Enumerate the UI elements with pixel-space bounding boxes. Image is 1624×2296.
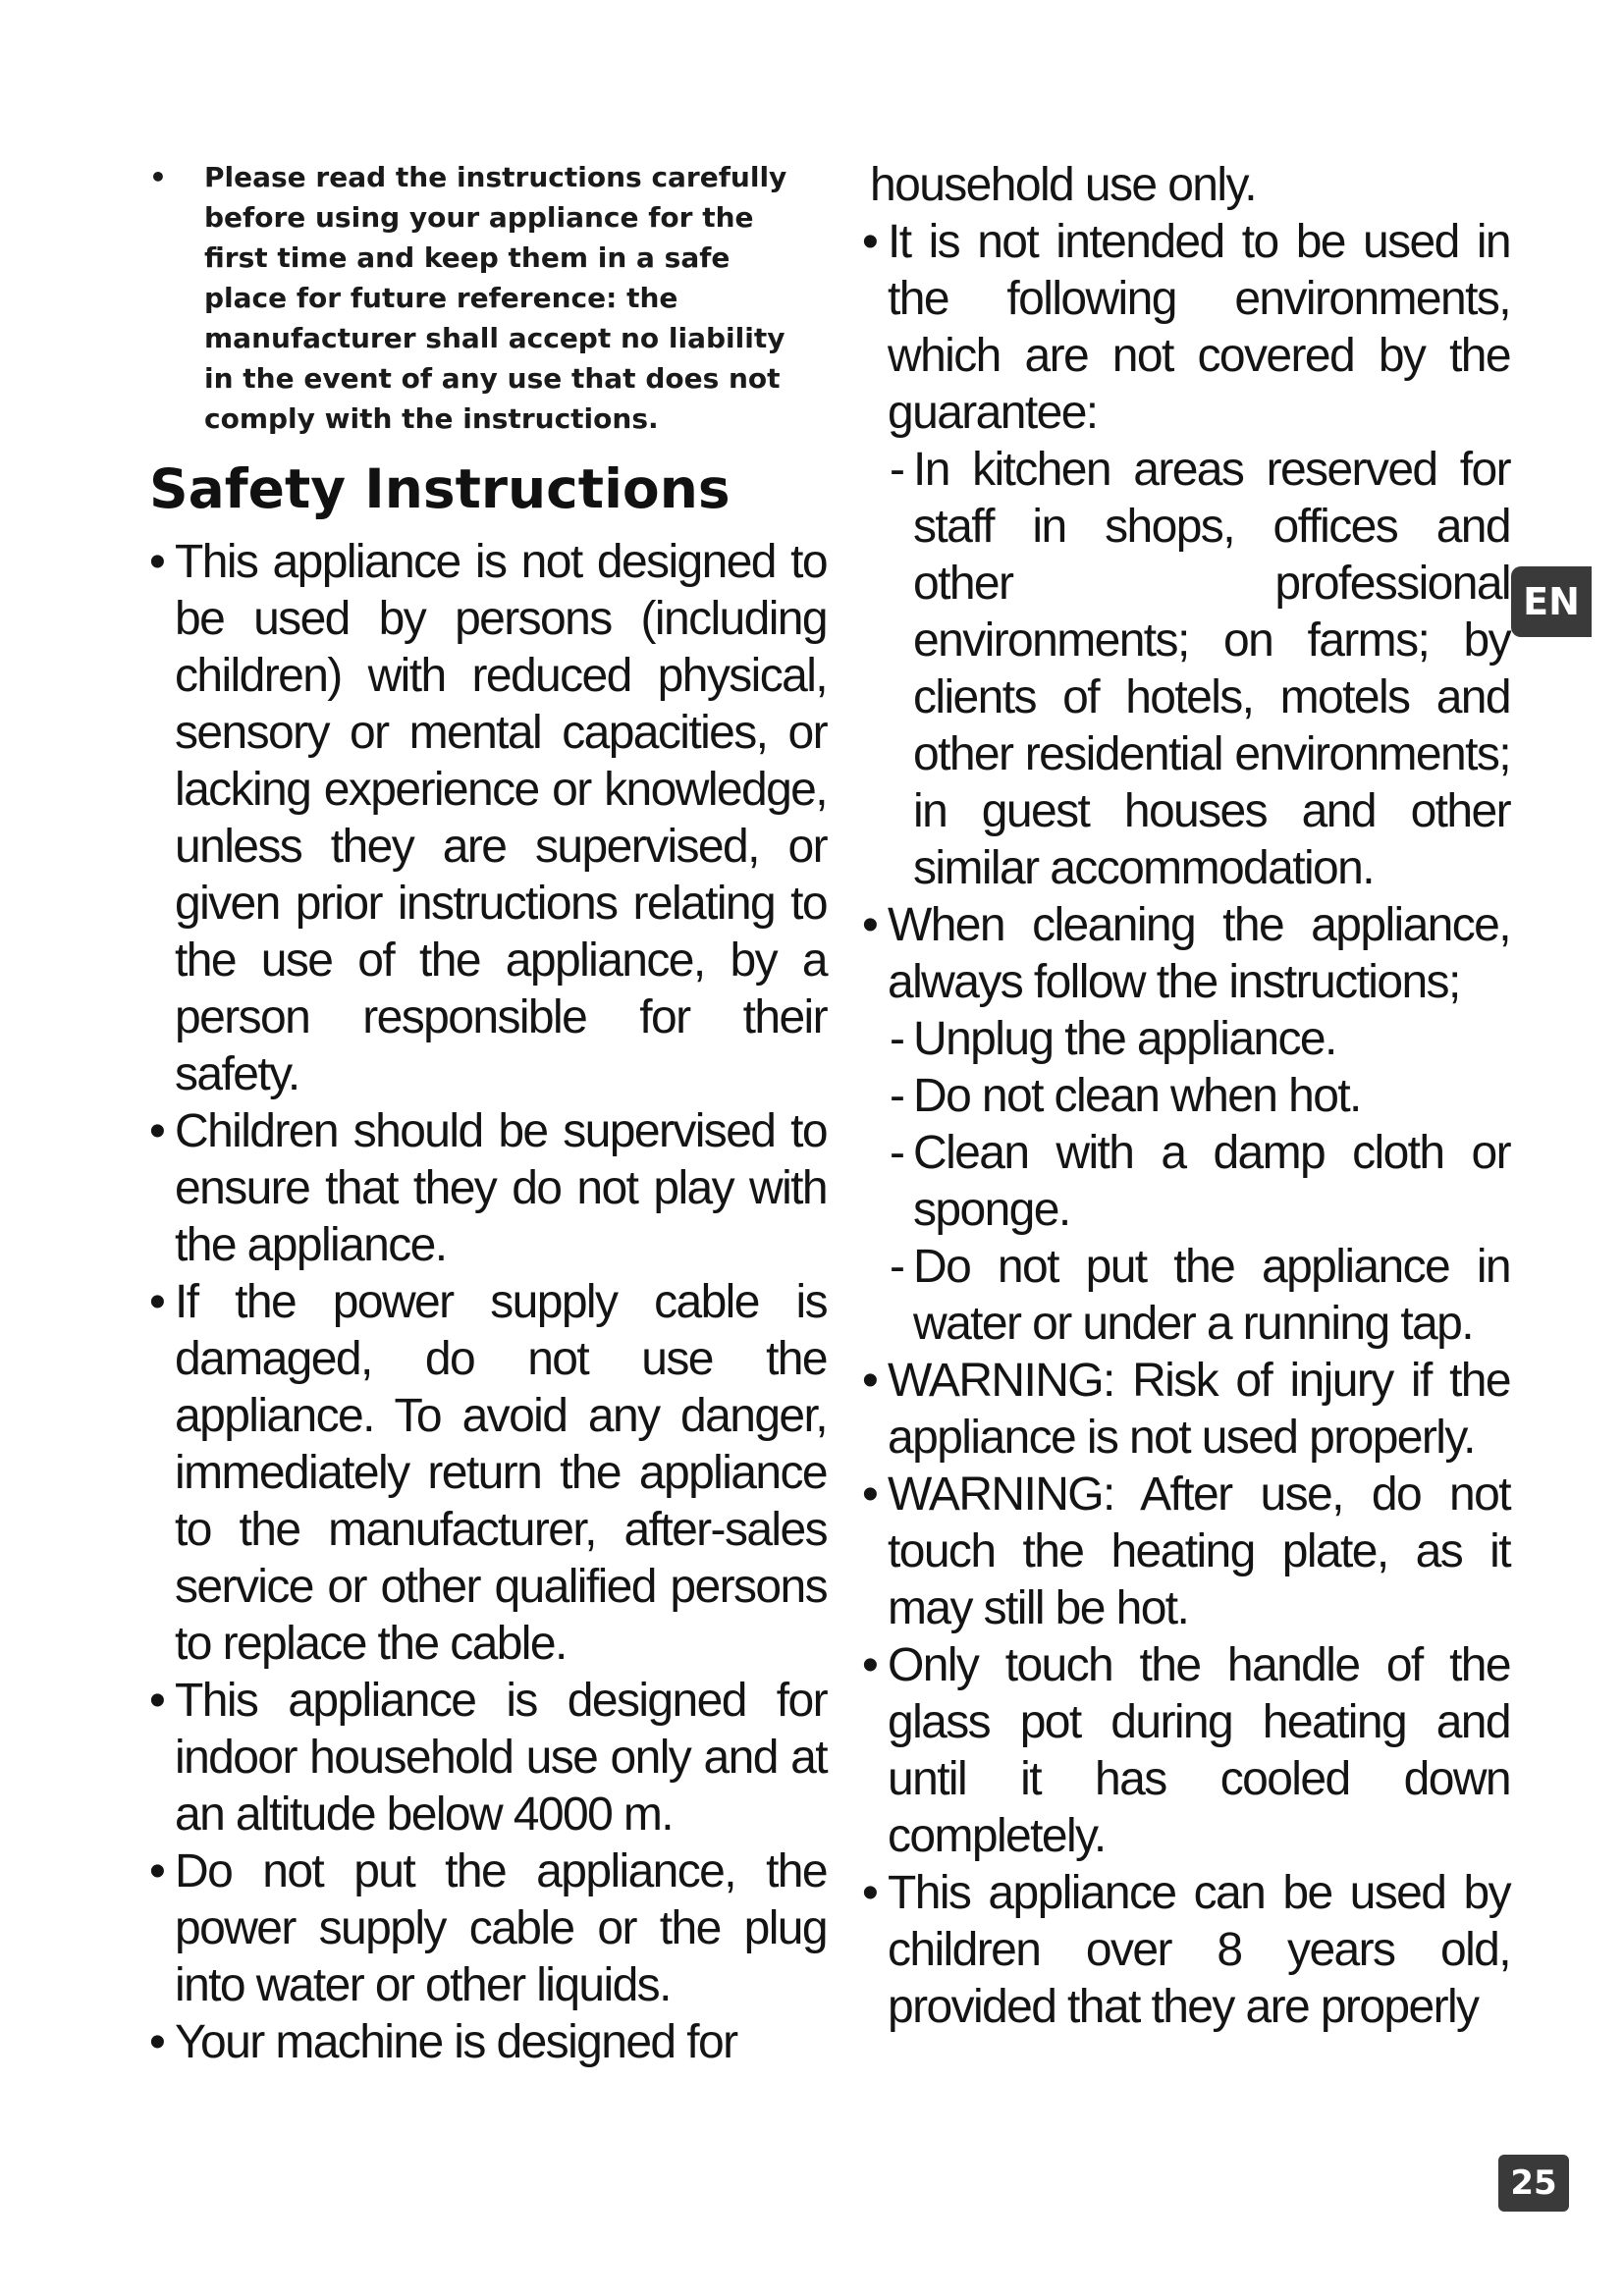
bullet-handle-glass-pot: • Only touch the handle of the glass pot during heating and until it has cooled down completely. bbox=[862, 1637, 1510, 1865]
bullet-warning-hot-plate: • WARNING: After use, do not touch the heating plate, as it may still be hot. bbox=[862, 1467, 1510, 1637]
section-title: Safety Instructions bbox=[149, 457, 731, 520]
bullet-household-use-start: • Your machine is designed for bbox=[149, 2014, 827, 2071]
household-use-continuation: household use only. bbox=[870, 159, 1257, 211]
sub-item-no-water: - Do not put the appliance in water or under a running tap. bbox=[888, 1239, 1510, 1353]
language-tab: EN bbox=[1511, 566, 1592, 637]
intro-note bbox=[149, 157, 797, 439]
page-number: 25 bbox=[1498, 2155, 1569, 2212]
environments-sublist bbox=[888, 442, 1510, 897]
sub-item-unplug: - Unplug the appliance. bbox=[888, 1011, 1510, 1068]
sub-item-damp-cloth: - Clean with a damp cloth or sponge. bbox=[888, 1125, 1510, 1239]
bullet-cleaning bbox=[862, 897, 1510, 1353]
bullet-no-water: • Do not put the appliance, the power supply cable or the plug into water or other liquids. bbox=[149, 1843, 827, 2014]
sub-item-not-hot: - Do not clean when hot. bbox=[888, 1068, 1510, 1125]
environments-text: It is not intended to be used in the following environments, which are not covered by the guarantee: bbox=[888, 216, 1510, 439]
left-bullet-list bbox=[149, 534, 827, 2071]
sub-item-professional-environments: - In kitchen areas reserved for staff in shops, offices and other professional environments; on farms; by clients of hotels, motels and other residential environments; in guest houses and other similar accommodation. bbox=[888, 442, 1510, 897]
bullet-not-intended-environments bbox=[862, 214, 1510, 897]
right-bullet-list bbox=[862, 157, 1510, 2036]
bullet-children-over-8: • This appliance can be used by children over 8 years old, provided that they are properly bbox=[862, 1865, 1510, 2036]
cleaning-text: When cleaning the appliance, always follow the instructions; bbox=[888, 899, 1510, 1008]
bullet-warning-injury: • WARNING: Risk of injury if the appliance is not used properly. bbox=[862, 1353, 1510, 1467]
bullet-children-supervised: • Children should be supervised to ensure that they do not play with the appliance. bbox=[149, 1103, 827, 1274]
bullet-reduced-capacities: • This appliance is not designed to be used by persons (including children) with reduced physical, sensory or mental capacities, or lacking experience or knowledge, unless they are supervised, or given prior instructions relating to the use of the appliance, by a person responsible for their safety. bbox=[149, 534, 827, 1103]
bullet-indoor-use: • This appliance is designed for indoor household use only and at an altitude below 4000 m. bbox=[149, 1673, 827, 1843]
intro-text: • Please read the instructions carefully before using your appliance for the first time and keep them in a safe place for future reference: the manufacturer shall accept no liability in the event of any use that does not comply with the instructions. bbox=[149, 157, 797, 439]
bullet-damaged-cable: • If the power supply cable is damaged, do not use the appliance. To avoid any danger, immediately return the appliance to the manufacturer, after-sales service or other qualified persons to replace the cable. bbox=[149, 1274, 827, 1673]
cleaning-sublist bbox=[888, 1011, 1510, 1353]
